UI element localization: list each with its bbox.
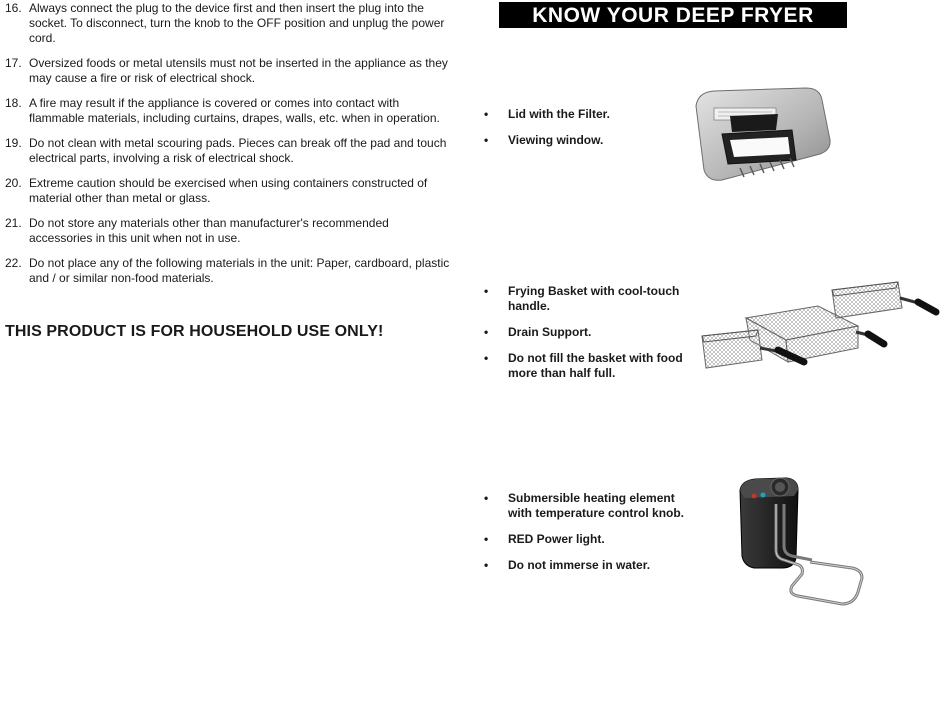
safety-rule [5, 176, 455, 206]
feature-item [484, 133, 694, 148]
rule-text: Do not place any of the following materials in the unit: Paper, cardboard, plastic and / or similar non-food materials. [29, 256, 450, 285]
feature-item [484, 532, 694, 547]
feature-text: Do not fill the basket with food more than half full. [508, 351, 683, 380]
safety-rule [5, 256, 455, 286]
rule-text: Do not store any materials other than manufacturer's recommended accessories in this unit when not in use. [29, 216, 389, 245]
rule-number: 21. [5, 216, 22, 230]
feature-item [484, 351, 694, 381]
feature-text: Viewing window. [508, 133, 604, 147]
feature-list-heating-element [484, 491, 694, 584]
heating-element-illustration [732, 474, 868, 610]
bullet-icon: • [484, 133, 489, 147]
safety-rule [5, 56, 455, 86]
feature-text: Submersible heating element with temperature control knob. [508, 491, 685, 520]
bullet-icon: • [484, 325, 489, 339]
section-title: KNOW YOUR DEEP FRYER [499, 2, 847, 28]
rule-number: 18. [5, 96, 22, 110]
feature-item [484, 325, 694, 340]
rule-text: A fire may result if the appliance is covered or comes into contact with flammable materials, including curtains, drapes, walls, etc. when in operation. [29, 96, 440, 125]
feature-text: Do not immerse in water. [508, 558, 651, 572]
feature-text: RED Power light. [508, 532, 605, 546]
bullet-icon: • [484, 107, 489, 121]
safety-rule [5, 96, 455, 126]
rule-text: Do not clean with metal scouring pads. Pieces can break off the pad and touch electrical parts, involving a risk of electrical shock. [29, 136, 447, 165]
bullet-icon: • [484, 558, 489, 572]
rule-number: 20. [5, 176, 22, 190]
safety-rule [5, 136, 455, 166]
basket-illustration [700, 278, 942, 390]
bullet-icon: • [484, 351, 489, 365]
feature-list-basket [484, 284, 694, 392]
feature-text: Lid with the Filter. [508, 107, 610, 121]
feature-item [484, 491, 694, 521]
bullet-icon: • [484, 532, 489, 546]
feature-list-lid [484, 107, 694, 159]
safety-rules-list [5, 0, 455, 296]
feature-item [484, 284, 694, 314]
rule-number: 19. [5, 136, 22, 150]
rule-text: Oversized foods or metal utensils must not be inserted in the appliance as they may cause a fire or risk of electrical shock. [29, 56, 448, 85]
household-use-notice: THIS PRODUCT IS FOR HOUSEHOLD USE ONLY! [5, 323, 384, 340]
feature-text: Drain Support. [508, 325, 592, 339]
rule-text: Always connect the plug to the device first and then insert the plug into the socket. To disconnect, turn the knob to the OFF position and unplug the power cord. [29, 1, 445, 45]
bullet-icon: • [484, 491, 489, 505]
feature-item [484, 107, 694, 122]
bullet-icon: • [484, 284, 489, 298]
feature-text: Frying Basket with cool-touch handle. [508, 284, 680, 313]
feature-item [484, 558, 694, 573]
rule-number: 22. [5, 256, 22, 270]
rule-text: Extreme caution should be exercised when using containers constructed of material other than metal or glass. [29, 176, 428, 205]
safety-rule [5, 216, 455, 246]
lid-illustration [688, 84, 834, 184]
rule-number: 17. [5, 56, 22, 70]
safety-rule [5, 1, 455, 46]
rule-number: 16. [5, 1, 22, 15]
